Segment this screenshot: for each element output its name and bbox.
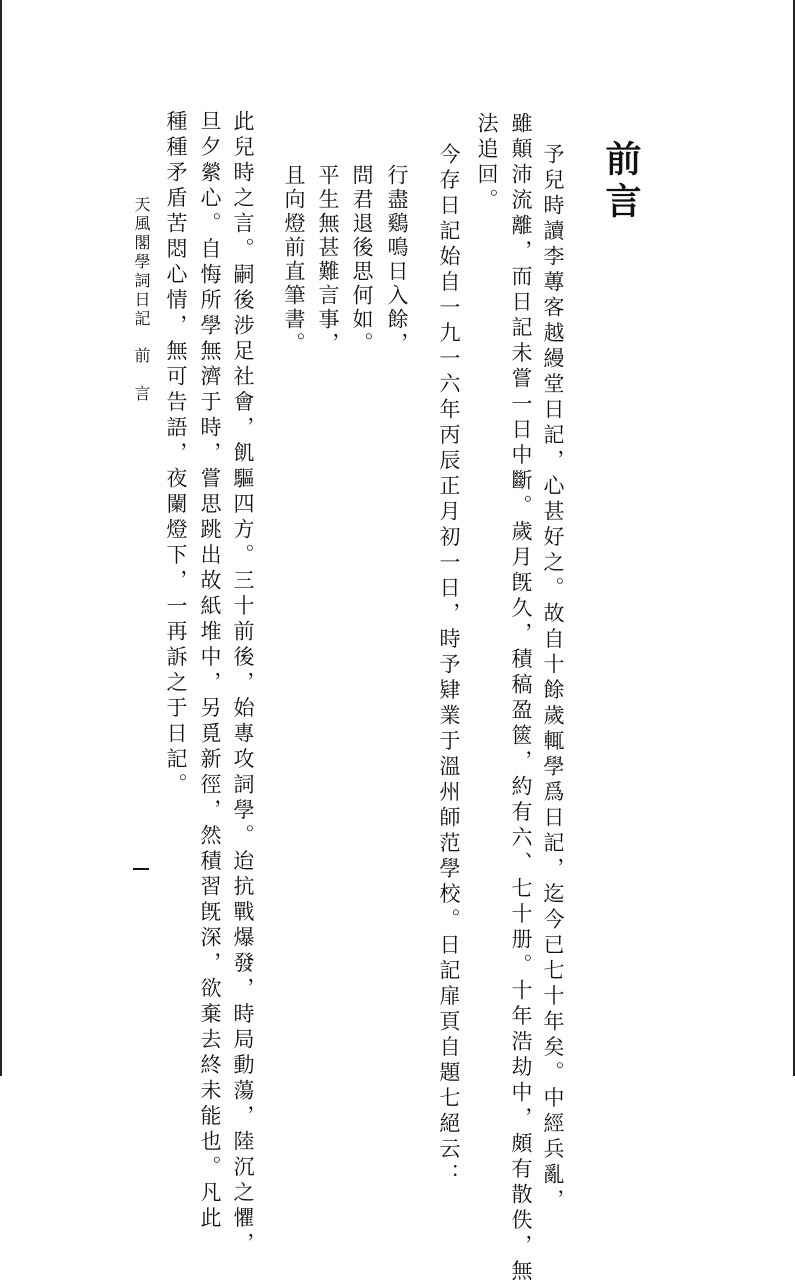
paragraph-2-column-1: 今存日記始自一九一六年丙辰正月初一日，時予肄業于溫州師范學校。日記扉頁自題七絕云： bbox=[437, 143, 461, 1189]
paragraph-1-column-1: 予兒時讀李蓴客越縵堂日記，心甚好之。故自十餘歲輒學爲日記，迄今已七十年矣。中經兵亂， bbox=[541, 143, 565, 1214]
page-number bbox=[133, 868, 149, 870]
poem-line-1: 行盡鷄鳴日入餘， bbox=[385, 164, 409, 356]
paragraph-1-column-2: 雖顛沛流離，而日記未嘗一日中斷。歲月旣久，積稿盈篋，約有六、七十册。十年浩劫中，頗有散佚，無 bbox=[509, 112, 533, 1285]
page-edge-left bbox=[0, 0, 2, 1076]
paragraph-1-column-3: 法追回。 bbox=[475, 112, 499, 214]
paragraph-3-column-1: 此兒時之言。嗣後涉足社會，飢驅四方。三十前後，始專攻詞學。迨抗戰爆發，時局動蕩，陸沉之懼， bbox=[231, 110, 255, 1258]
paragraph-3-column-2: 旦夕縈心。自悔所學無濟于時，嘗思跳出故紙堆中，另覓新徑，然積習旣深，欲棄去終未能也。凡此 bbox=[198, 110, 222, 1232]
running-header bbox=[133, 196, 149, 404]
paragraph-3-column-3: 種種矛盾苦悶心情，無可告語，夜闌燈下，一再訴之于日記。 bbox=[164, 110, 188, 799]
running-header-section: 前 言 bbox=[132, 347, 151, 404]
poem-line-3: 平生無甚難言事， bbox=[316, 164, 340, 356]
running-header-book-title: 天風閣學詞日記 bbox=[132, 196, 151, 329]
page-number-text bbox=[133, 868, 134, 869]
poem-line-2: 問君退後思何如。 bbox=[350, 164, 374, 356]
page-title: 前言 bbox=[600, 140, 642, 224]
poem-line-4: 且向燈前直筆書。 bbox=[282, 164, 306, 356]
